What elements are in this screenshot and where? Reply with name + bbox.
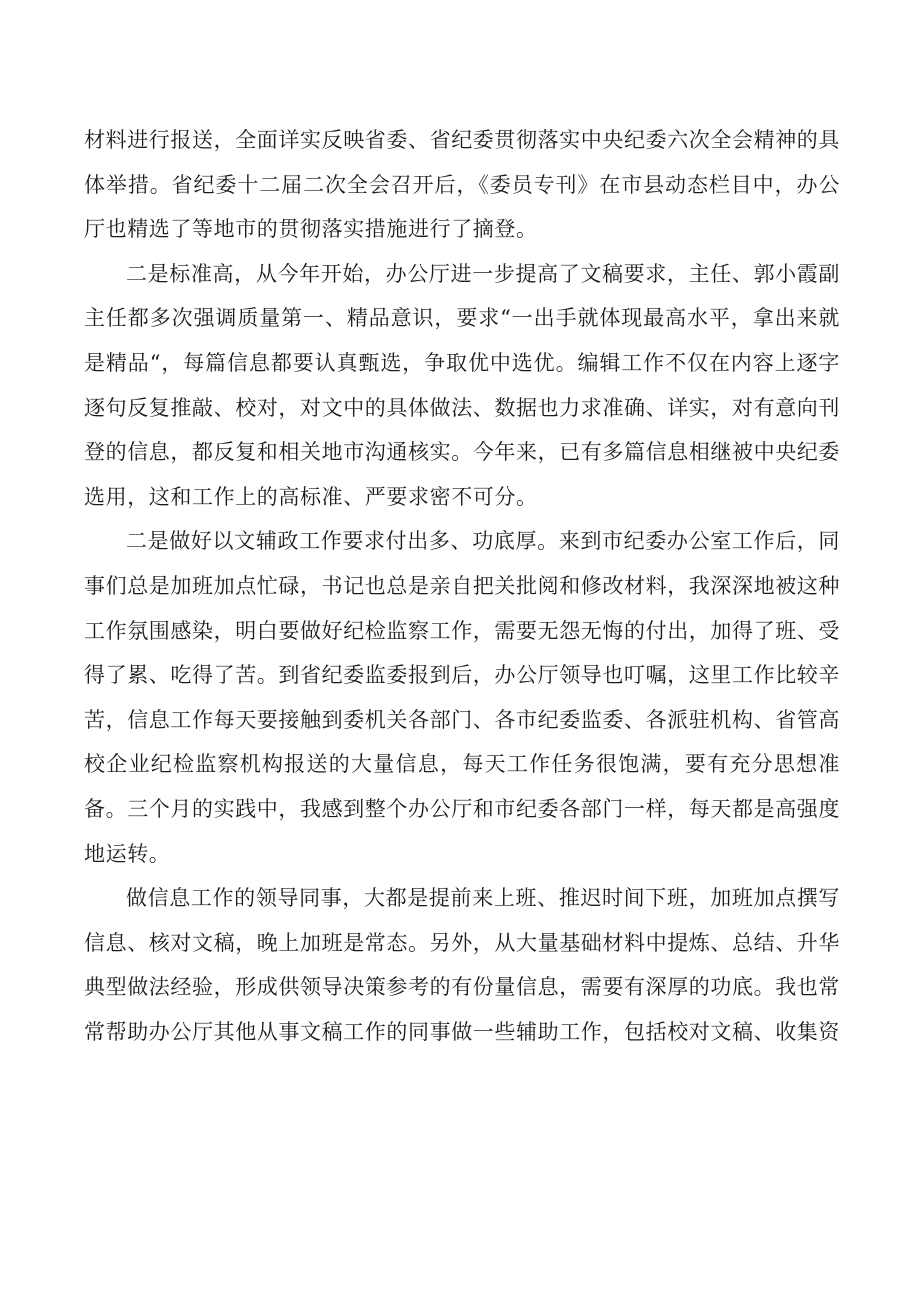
paragraph-standards: 二是标准高，从今年开始，办公厅进一步提高了文稿要求，主任、郭小霞副主任都多次强调质量第一、精品意识，要求“一出手就体现最高水平，拿出来就是精品“，每篇信息都要认真甄选，争取优中选优。编辑工作不仅在内容上逐字逐句反复推敲、校对，对文中的具体做法、数据也力求准确、详实，对有意向刊登的信息，都反复和相关地市沟通核实。今年来，已有多篇信息相继被中央纪委选用，这和工作上的高标准、严要求密不可分。 — [84, 261, 840, 509]
paragraph-effort: 二是做好以文辅政工作要求付出多、功底厚。来到市纪委办公室工作后，同事们总是加班加点忙碌，书记也总是亲自把关批阅和修改材料，我深深地被这种工作氛围感染，明白要做好纪检监察工作，需要无怨无悔的付出，加得了班、受得了累、吃得了苦。到省纪委监委报到后，办公厅领导也叮嘱，这里工作比较辛苦，信息工作每天要接触到委机关各部门、各市纪委监委、各派驻机构、省管高校企业纪检监察机构报送的大量信息，每天工作任务很饱满，要有充分思想准备。三个月的实践中，我感到整个办公厅和市纪委各部门一样，每天都是高强度地运转。 — [84, 529, 840, 866]
document-body — [84, 118, 840, 1054]
paragraph-continuation: 材料进行报送，全面详实反映省委、省纪委贯彻落实中央纪委六次全会精神的具体举措。省纪委十二届二次全会召开后，《委员专刊》在市县动态栏目中，办公厅也精选了等地市的贯彻落实措施进行了摘登。 — [84, 128, 840, 242]
paragraph-colleagues: 做信息工作的领导同事，大都是提前来上班、推迟时间下班，加班加点撰写信息、核对文稿，晚上加班是常态。另外，从大量基础材料中提炼、总结、升华典型做法经验，形成供领导决策参考的有份量信息，需要有深厚的功底。我也常常帮助办公厅其他从事文稿工作的同事做一些辅助工作，包括校对文稿、收集资 — [84, 886, 840, 1044]
